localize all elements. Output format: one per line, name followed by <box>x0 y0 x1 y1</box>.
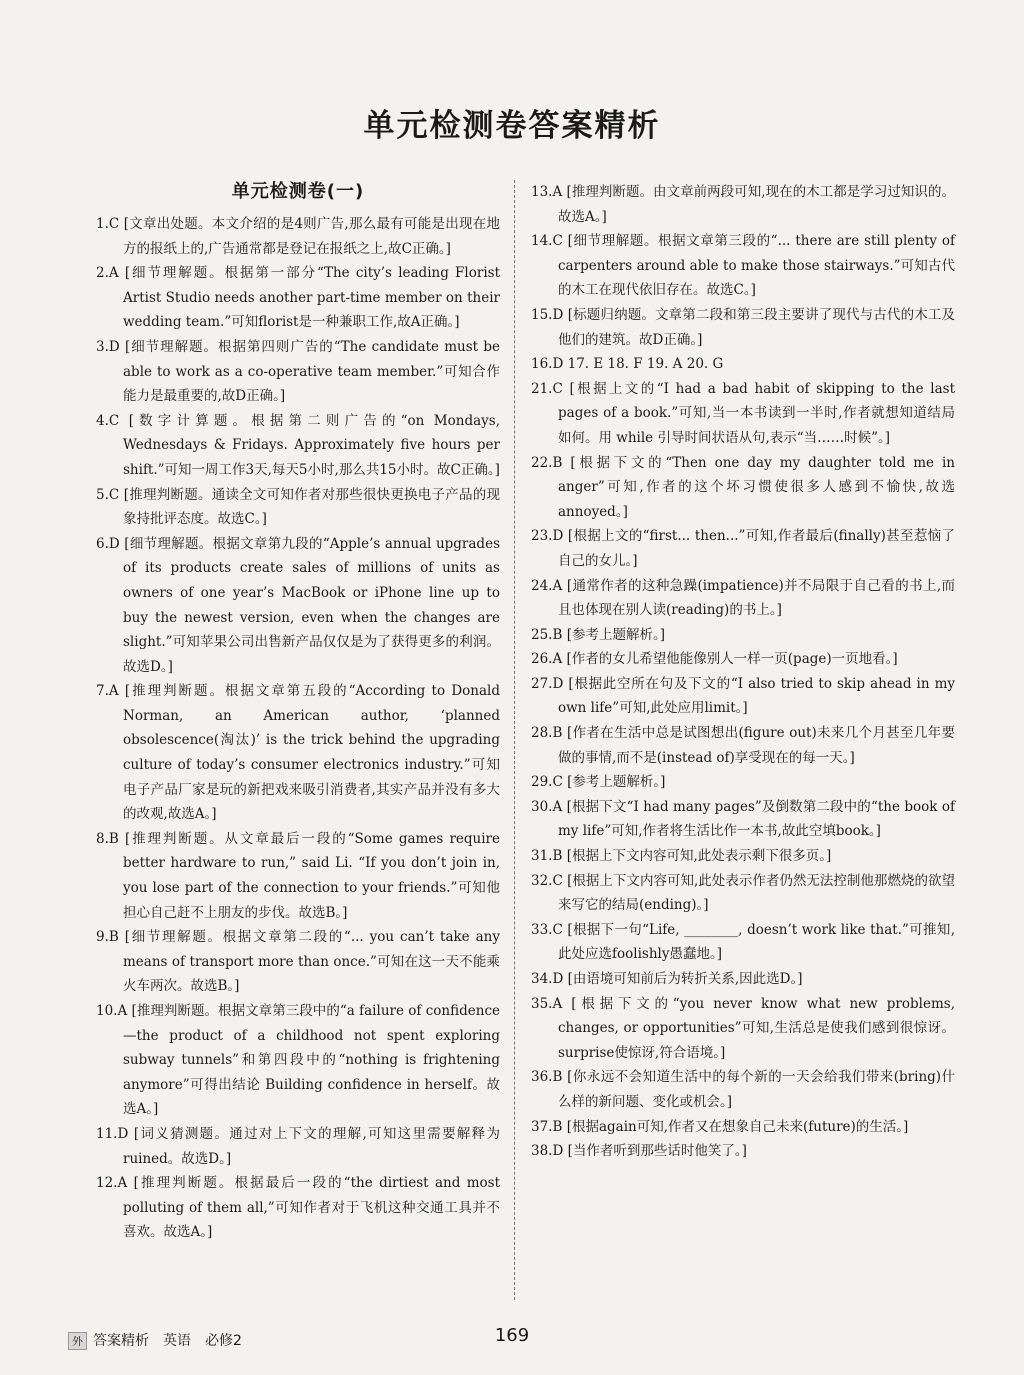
answer-number: 12. <box>96 1175 118 1192</box>
answer-text: B [细节理解题。根据文章第二段的“... you can’t take any means of transport more than once.”可知在这一天不能乘火车两次。故选B。] <box>108 929 500 995</box>
left-column <box>96 180 500 1245</box>
footer-label-volume: 必修2 <box>205 1333 242 1349</box>
answer-number: 25. <box>531 626 553 643</box>
answer-number: 36. <box>531 1069 553 1086</box>
answer-text: C [根据上下文内容可知,此处表示作者仍然无法控制他那燃烧的欲望来写它的结局(ending)。] <box>552 872 955 914</box>
answer-number: 37. <box>531 1118 553 1135</box>
answer-text: D [当作者听到那些话时他笑了。] <box>552 1143 747 1160</box>
answer-number: 23. <box>531 528 553 545</box>
answer-text: D [根据此空所在句及下文的“I also tried to skip ahead in my own life”可知,此处应用limit。] <box>552 675 955 717</box>
answer-text: D 17. E 18. F 19. A 20. G <box>552 356 724 373</box>
answer-item <box>96 1122 500 1171</box>
answer-item <box>531 1115 955 1140</box>
right-column <box>531 180 955 1164</box>
answer-item <box>531 180 955 229</box>
answer-text: D [词义猜测题。通过对上下文的理解,可知这里需要解释为ruined。故选D。] <box>117 1125 500 1167</box>
answer-number: 21. <box>531 380 553 397</box>
answer-text: A [作者的女儿希望他能像别人一样一页(page)一页地看。] <box>552 651 898 668</box>
answer-item <box>531 967 955 992</box>
answer-item <box>531 992 955 1066</box>
answer-list-left <box>96 212 500 1245</box>
section-title: 单元检测卷(一) <box>231 181 365 202</box>
answer-text: D [细节理解题。根据第四则广告的“The candidate must be able to work as a co-operative team member.”可知合作能力是最重要的,故D正确。] <box>108 338 500 405</box>
answer-number: 38. <box>531 1143 553 1160</box>
answer-item <box>531 647 955 672</box>
answer-number: 2. <box>96 265 109 282</box>
answer-number: 6. <box>96 535 109 552</box>
answer-item <box>531 451 955 525</box>
footer-label-answers: 答案精析 <box>93 1333 149 1349</box>
answer-number: 3. <box>96 338 109 355</box>
answer-item <box>531 1139 955 1164</box>
answer-item <box>531 229 955 303</box>
answer-number: 34. <box>531 971 553 987</box>
answer-number: 1. <box>96 216 109 232</box>
answer-item <box>96 532 500 680</box>
answer-text: D [细节理解题。根据文章第九段的“Apple’s annual upgrades of its products create sales of millions of units as owners of one year’s MacBook or iPhone line up to buy the newest version, even when the changes are slight.”可知苹果公司出售新产品仅仅是为了获得更多的利润。故选D。] <box>108 535 500 675</box>
answer-item <box>96 679 500 827</box>
footer-label-subject: 英语 <box>163 1333 191 1349</box>
answer-item <box>531 918 955 967</box>
answer-item <box>531 721 955 770</box>
answer-text: A [通常作者的这种急躁(impatience)并不局限于自己看的书上,而且也体现在别人读(reading)的书上。] <box>552 577 955 619</box>
answer-text: A [根据下文“I had many pages”及倒数第二段中的“the book of my life”可知,作者将生活比作一本书,故此空填book。] <box>552 798 955 840</box>
answer-text: B [推理判断题。从文章最后一段的“Some games require better hardware to run,” said Li. “If you don’t join in, you lose part of the connection to your friends.”可知他担心自己赶不上朋友的步伐。故选B。] <box>108 830 500 921</box>
answer-number: 22. <box>531 454 553 471</box>
answer-item <box>96 261 500 335</box>
answer-number: 35. <box>531 995 553 1012</box>
answer-number: 9. <box>96 929 109 946</box>
answer-number: 8. <box>96 830 109 847</box>
answer-text: A [细节理解题。根据第一部分“The city’s leading Florist Artist Studio needs another part-time member on their wedding team.”可知florist是一种兼职工作,故A正确。] <box>108 265 500 331</box>
answer-number: 11. <box>96 1125 118 1142</box>
answer-text: B [根据上下文内容可知,此处表示剩下很多页。] <box>552 848 832 865</box>
answer-item <box>531 795 955 844</box>
answer-text: C [推理判断题。通读全文可知作者对那些很快更换电子产品的现象持批评态度。故选C。] <box>108 486 500 528</box>
page-title: 单元检测卷答案精析 <box>363 108 661 144</box>
answer-text: A [推理判断题。由文章前两段可知,现在的木工都是学习过知识的。故选A。] <box>552 184 955 225</box>
answer-text: B [作者在生活中总是试图想出(figure out)未来几个月甚至几年要做的事情,而不是(instead of)享受现在的每一天。] <box>552 725 955 766</box>
answer-item <box>531 623 955 648</box>
answer-text: D [由语境可知前后为转折关系,因此选D。] <box>552 971 803 987</box>
answer-text: A [根据下文的“you never know what new problems, changes, or opportunities”可知,生活总是使我们感到很惊讶。surprise使惊讶,符合语境。] <box>552 995 955 1061</box>
answer-number: 10. <box>96 1003 118 1019</box>
answer-text: A [推理判断题。根据文章第五段的“According to Donald Norman, an American author, ‘planned obsolescence(淘汰)’ is the trick behind the upgrading culture of today’s consumer electronics industry.”可知电子产品厂家是玩的新把戏来吸引消费者,其实产品并没有多大的改观,故选A。] <box>108 683 500 823</box>
answer-number: 16. <box>531 356 553 373</box>
answer-text: B [参考上题解析。] <box>552 626 665 643</box>
answer-text: A [推理判断题。根据文章第三段中的“a failure of confidence—the product of a childhood not spent exploring subway tunnels”和第四段中的“nothing is frightening anymore”可得出结论 Building confidence in herself。故选A。] <box>117 1003 500 1118</box>
answer-item <box>96 409 500 483</box>
answer-number: 30. <box>531 798 553 815</box>
answer-number: 32. <box>531 872 553 889</box>
answer-item <box>531 377 955 451</box>
footer-badge: 外 <box>68 1332 87 1350</box>
answer-number: 31. <box>531 848 553 865</box>
answer-item <box>96 999 500 1122</box>
answer-number: 15. <box>531 306 553 323</box>
answer-item <box>531 844 955 869</box>
column-divider <box>514 180 515 1300</box>
answer-item <box>531 352 955 377</box>
answer-text: B [根据下文的“Then one day my daughter told me in anger”可知,作者的这个坏习惯使很多人感到不愉快,故选annoyed。] <box>552 454 955 520</box>
answer-text: C [细节理解题。根据文章第三段的“... there are still plenty of carpenters around able to make those stairways.”可知古代的木工在现代依旧存在。故选C。] <box>552 233 955 299</box>
answer-item <box>531 869 955 918</box>
answer-item <box>531 574 955 623</box>
answer-item <box>96 925 500 999</box>
answer-text: B [根据again可知,作者又在想象自己未来(future)的生活。] <box>552 1118 909 1135</box>
answer-number: 13. <box>531 184 553 200</box>
answer-number: 28. <box>531 725 553 742</box>
answer-text: C [参考上题解析。] <box>552 774 666 791</box>
answer-item <box>96 212 500 261</box>
answer-text: C [文章出处题。本文介绍的是4则广告,那么最有可能是出现在地方的报纸上的,广告通常都是登记在报纸之上,故C正确。] <box>108 216 500 257</box>
answer-number: 7. <box>96 683 109 700</box>
answer-item <box>96 827 500 925</box>
answer-text: B [你永远不会知道生活中的每个新的一天会给我们带来(bring)什么样的新问题、变化或机会。] <box>552 1069 955 1110</box>
answer-number: 24. <box>531 577 553 594</box>
answer-text: D [标题归纳题。文章第二段和第三段主要讲了现代与古代的木工及他们的建筑。故D正确。] <box>552 306 955 348</box>
answer-item <box>96 1171 500 1245</box>
answer-number: 5. <box>96 486 109 503</box>
answer-number: 26. <box>531 651 553 668</box>
answer-text: C [数字计算题。根据第二则广告的“on Mondays, Wednesdays & Fridays. Approximately five hours per shift.”可知一周工作3天,每天5小时,那么共15小时。故C正确。] <box>108 412 500 478</box>
page-number: 169 <box>494 1325 530 1346</box>
answer-number: 27. <box>531 675 553 692</box>
answer-number: 33. <box>531 921 553 938</box>
answer-item <box>531 672 955 721</box>
answer-number: 14. <box>531 233 553 250</box>
answer-text: A [推理判断题。根据最后一段的“the dirtiest and most polluting of them all,”可知作者对于飞机这种交通工具并不喜欢。故选A。] <box>117 1175 500 1241</box>
answer-item <box>96 483 500 532</box>
answer-item <box>96 335 500 409</box>
answer-text: C [根据上文的“I had a bad habit of skipping to the last pages of a book.”可知,当一本书读到一半时,作者就想知道结局如何。用 while 引导时间状语从句,表示“当……时候”。] <box>552 380 955 446</box>
answer-item <box>531 303 955 352</box>
answer-number: 29. <box>531 774 553 791</box>
answer-item <box>531 524 955 573</box>
answer-item <box>531 1065 955 1114</box>
answer-text: D [根据上文的“first... then...”可知,作者最后(finally)甚至惹恼了自己的女儿。] <box>552 528 955 569</box>
answer-number: 4. <box>96 412 109 429</box>
answer-item <box>531 770 955 795</box>
answer-text: C [根据下一句“Life, ________, doesn’t work like that.”可推知,此处应选foolishly愚蠢地。] <box>552 921 955 963</box>
answer-list-right <box>531 180 955 1164</box>
